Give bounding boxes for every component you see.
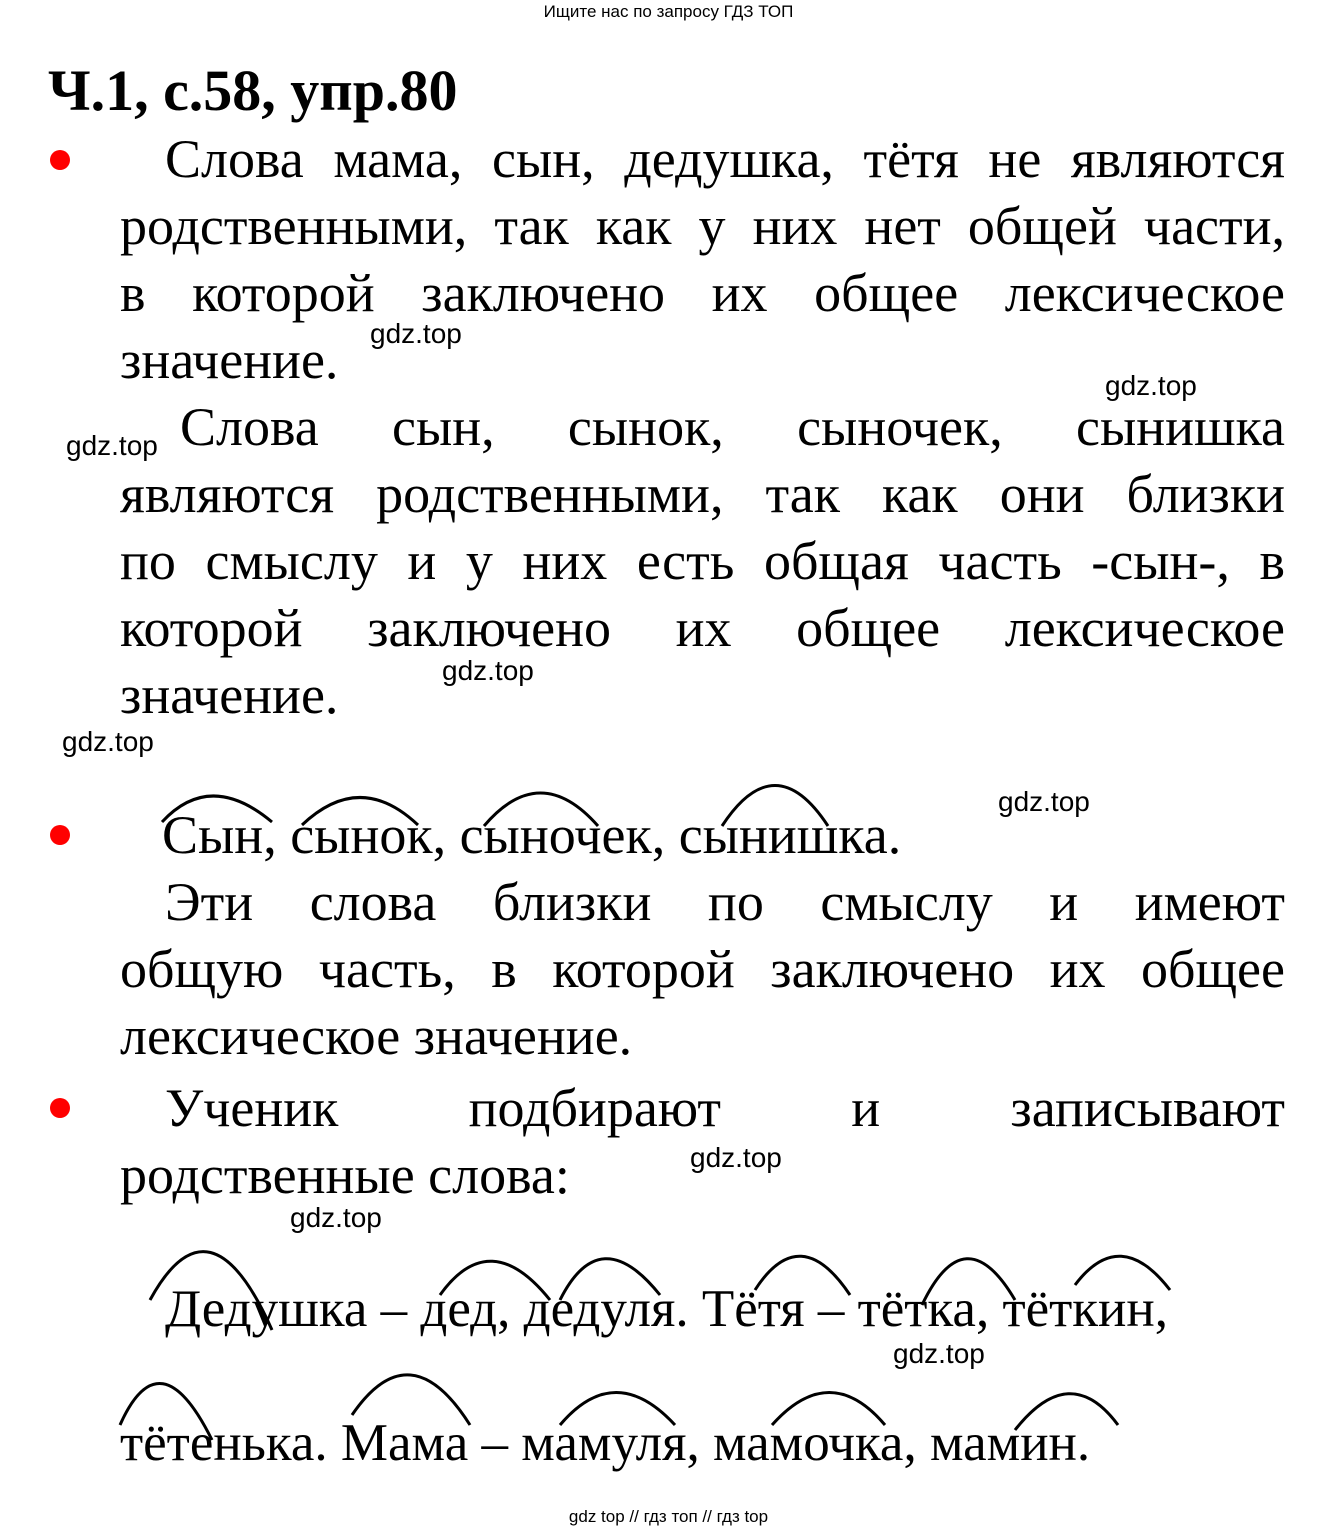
root-arc [1075,1256,1170,1290]
root-arc [302,798,418,826]
bottom-note: gdz top // гдз топ // гдз top [568,1507,769,1526]
text-line: которой заключено их общее лексическое [120,598,1285,658]
top-note: Ищите нас по запросу ГДЗ ТОП [543,2,794,21]
text-line: Слова сын, сынок, сыночек, сынишка [180,397,1285,457]
watermark: gdz.top [1105,370,1197,401]
watermark: gdz.top [893,1338,985,1369]
watermark: gdz.top [66,430,158,461]
watermark: gdz.top [442,655,534,686]
root-arc [755,1256,850,1295]
example-line: тётенька. Мама – мамуля, мамочка, мамин. [120,1414,1091,1472]
root-arc [1015,1394,1118,1430]
text-line: по смыслу и у них есть общая часть -сын-, в [120,531,1285,591]
text-line: общую часть, в которой заключено их общее [120,939,1285,999]
root-arc [560,1259,660,1300]
watermark: gdz.top [62,726,154,757]
root-arc [120,1383,212,1440]
watermark: gdz.top [690,1142,782,1173]
root-arc [484,793,598,826]
text-line: родственные слова: [120,1145,570,1205]
watermark: gdz.top [998,786,1090,817]
text-line: значение. [120,665,339,725]
root-arc [772,1393,885,1426]
text-line: Ученик подбирают и записывают [165,1078,1285,1138]
example-line: Дедушка – дед, дедуля. Тётя – тётка, тёткин, [165,1280,1169,1338]
root-arc [352,1375,470,1425]
root-arc [722,786,828,827]
text-line: родственными, так как у них нет общей части, [120,196,1285,256]
text-line: Слова мама, сын, дедушка, тётя не являются [165,129,1285,189]
root-arc [150,1252,272,1330]
root-arc [162,796,272,822]
text-line: Эти слова близки по смыслу и имеют [165,872,1285,932]
page-title: Ч.1, с.58, упр.80 [48,58,458,123]
root-arc [440,1261,550,1300]
text-line: значение. [120,330,339,390]
root-arc [922,1259,1015,1305]
watermark: gdz.top [290,1202,382,1233]
text-line: являются родственными, так как они близки [120,464,1285,524]
root-words-line: Сын, сынок, сыночек, сынишка. [162,805,902,865]
text-line: лексическое значение. [120,1006,633,1066]
root-arc [560,1393,675,1426]
text-line: в которой заключено их общее лексическое [120,263,1285,323]
watermark: gdz.top [370,318,462,349]
